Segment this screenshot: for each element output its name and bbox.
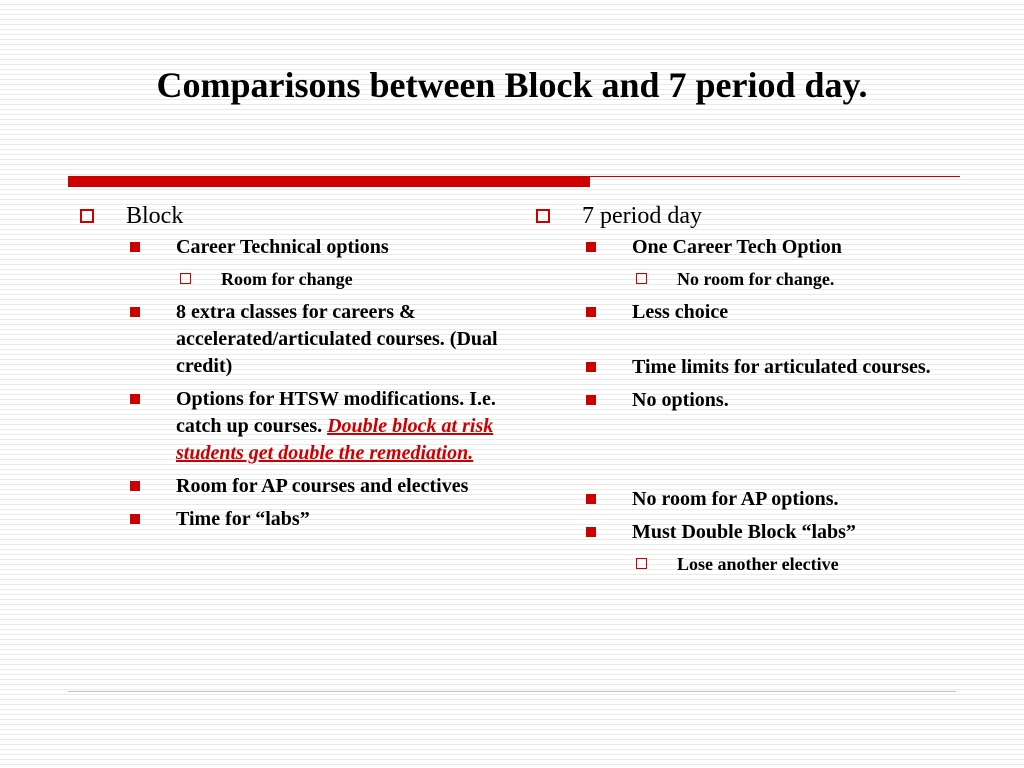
right-column [534, 202, 954, 584]
list-item [534, 299, 954, 326]
right-column-heading [534, 202, 954, 230]
list-item [534, 519, 954, 546]
list-item-text: Options for HTSW modifications. I.e. catch up courses. [176, 388, 496, 437]
heading-text: Block [126, 203, 184, 229]
hollow-square-bullet-icon [180, 273, 191, 284]
list-item-text: No options. [632, 389, 729, 411]
list-item [78, 234, 498, 261]
list-item-text: 8 extra classes for careers & accelerated/articulated courses. (Dual credit) [176, 301, 498, 377]
list-item-text: One Career Tech Option [632, 236, 842, 258]
hollow-square-bullet-icon [636, 558, 647, 569]
hollow-square-bullet-icon [536, 209, 550, 223]
sub-list-item-text: Lose another elective [677, 554, 839, 574]
list-item [78, 386, 498, 467]
filled-square-bullet-icon [586, 527, 596, 537]
list-item [78, 299, 498, 380]
filled-square-bullet-icon [130, 514, 140, 524]
filled-square-bullet-icon [130, 481, 140, 491]
sub-list-item [534, 552, 954, 576]
filled-square-bullet-icon [586, 362, 596, 372]
filled-square-bullet-icon [586, 307, 596, 317]
left-column [78, 202, 498, 539]
list-item [534, 354, 954, 381]
list-item [78, 506, 498, 533]
list-item [534, 234, 954, 261]
list-item-text: Time limits for articulated courses. [632, 356, 931, 378]
list-item [534, 387, 954, 414]
filled-square-bullet-icon [586, 395, 596, 405]
left-column-heading [78, 202, 498, 230]
filled-square-bullet-icon [130, 242, 140, 252]
filled-square-bullet-icon [586, 242, 596, 252]
sub-list-item [534, 267, 954, 291]
list-item [534, 486, 954, 513]
filled-square-bullet-icon [130, 394, 140, 404]
sub-list-item-text: No room for change. [677, 269, 835, 289]
title-divider-line [590, 176, 960, 177]
list-item-text: Time for “labs” [176, 508, 310, 530]
list-item-text: Career Technical options [176, 236, 389, 258]
filled-square-bullet-icon [130, 307, 140, 317]
slide-title: Comparisons between Block and 7 period day. [156, 65, 868, 105]
list-item [78, 473, 498, 500]
hollow-square-bullet-icon [636, 273, 647, 284]
title-divider-bar [68, 176, 590, 187]
sub-list-item-text: Room for change [221, 269, 353, 289]
sub-list-item [78, 267, 498, 291]
list-item-text: Less choice [632, 301, 729, 323]
list-item-text: No room for AP options. [632, 488, 839, 510]
spacer [534, 420, 954, 486]
list-item-text: Must Double Block “labs” [632, 521, 856, 543]
footer-divider-line [68, 691, 956, 692]
spacer [534, 332, 954, 354]
list-item-text: Room for AP courses and electives [176, 475, 469, 497]
heading-text: 7 period day [582, 203, 702, 229]
filled-square-bullet-icon [586, 494, 596, 504]
hollow-square-bullet-icon [80, 209, 94, 223]
highlighted-note: Double block at risk students get double the remediation. [176, 415, 494, 464]
